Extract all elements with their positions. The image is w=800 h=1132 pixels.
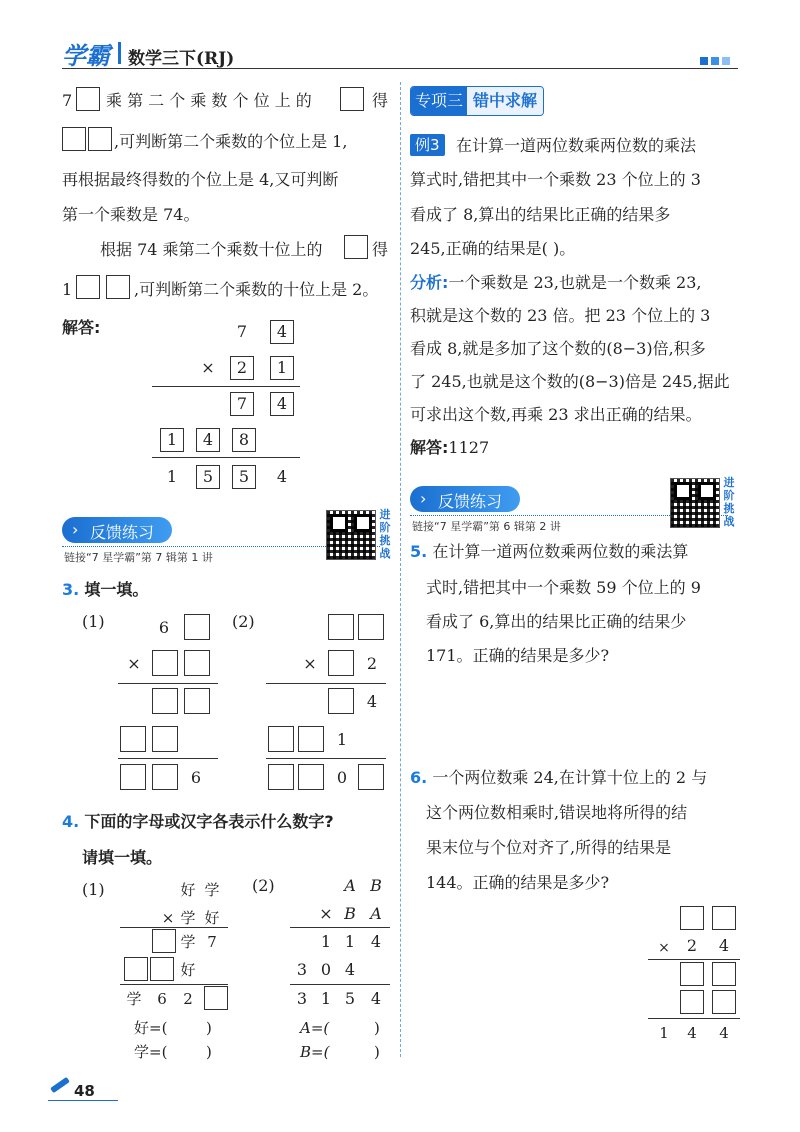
blank-box[interactable] (268, 726, 294, 752)
blank-box[interactable] (340, 87, 364, 111)
digit: 7 (236, 322, 248, 341)
intro-text: 根据 74 乘第二个乘数十位上的 (100, 240, 323, 259)
special-topic-banner: 专项三 错中求解 (410, 86, 544, 116)
column-separator (400, 82, 401, 1057)
question-6-text: 这个两位数相乘时,错误地将所得的结 (426, 803, 688, 822)
qr-code-icon[interactable] (326, 510, 376, 560)
digit: 4 (276, 467, 288, 486)
blank-box[interactable] (328, 650, 354, 676)
qr-code-icon[interactable] (670, 478, 720, 528)
blank-box[interactable] (680, 990, 704, 1014)
blank-box[interactable] (298, 726, 324, 752)
question-3-title: 3. 填一填。 (62, 580, 149, 599)
advanced-challenge-tag: 进 阶 挑 战 (723, 476, 735, 528)
digit: 1 (166, 467, 178, 486)
blank-box[interactable] (184, 650, 210, 676)
intro-text: 乘 第 二 个 乘 数 个 位 上 的 (106, 91, 312, 110)
filled-box: 4 (270, 392, 294, 416)
analysis-text: 看成 8,就是多加了这个数的(8−3)倍,积多 (410, 339, 706, 358)
intro-text: 得 (372, 240, 389, 259)
blank-box[interactable] (106, 275, 130, 299)
blank-box[interactable] (184, 688, 210, 714)
question-6: 6. 一个两位数乘 24,在计算十位上的 2 与 (410, 768, 708, 787)
question-4-subtitle: 请填一填。 (82, 848, 163, 867)
filled-box: 5 (232, 465, 256, 489)
intro-digit: 7 (62, 91, 73, 110)
question-4-title: 4. 下面的字母或汉字各表示什么数字? (62, 812, 334, 831)
answer-label: 解答: (62, 318, 101, 337)
header-dots (700, 50, 730, 69)
filled-box: 7 (230, 392, 254, 416)
feedback-banner: › 反馈练习 (62, 517, 172, 543)
question-6-text: 144。正确的结果是多少? (426, 873, 610, 892)
example-text: 245,正确的结果是( )。 (410, 239, 576, 258)
filled-box: 8 (232, 428, 256, 452)
blank-box[interactable] (712, 990, 736, 1014)
filled-box: 1 (160, 428, 184, 452)
logo: 学霸 (62, 42, 110, 70)
feedback-link-text: 链接“7 星学霸”第 7 辑第 1 讲 (64, 551, 213, 564)
blank-box[interactable] (358, 614, 384, 640)
intro-text: ,可判断第二个乘数的十位上是 2。 (134, 280, 379, 299)
page-number: 48 (74, 1082, 95, 1100)
blank-box[interactable] (204, 986, 228, 1010)
blank-box[interactable] (152, 726, 178, 752)
filled-box: 1 (270, 356, 294, 380)
intro-digit: 1 (62, 280, 73, 299)
analysis-text: 积就是这个数的 23 倍。把 23 个位上的 3 (410, 306, 711, 325)
question-5-text: 看成了 6,算出的结果比正确的结果少 (426, 612, 687, 631)
intro-text: 再根据最终得数的个位上是 4,又可判断 (62, 170, 339, 189)
blank-box[interactable] (328, 614, 354, 640)
blank-box[interactable] (62, 127, 86, 151)
analysis-text: 了 245,也就是这个数的(8−3)倍是 245,据此 (410, 372, 730, 391)
example-text: 算式时,错把其中一个乘数 23 个位上的 3 (410, 170, 701, 189)
header-rule (62, 68, 738, 69)
blank-box[interactable] (88, 127, 112, 151)
footer-rule (48, 1100, 118, 1101)
blank-box[interactable] (152, 650, 178, 676)
blank-box[interactable] (152, 688, 178, 714)
blank-box[interactable] (344, 235, 368, 259)
analysis-paragraph: 分析:一个乘数是 23,也就是一个数乘 23, (410, 273, 702, 292)
blank-box[interactable] (184, 614, 210, 640)
example-answer: 解答:1127 (410, 438, 490, 457)
intro-text: ,可判断第二个乘数的个位上是 1, (114, 132, 348, 151)
question-6-text: 果末位与个位对齐了,所得的结果是 (426, 838, 672, 857)
question-5: 5. 在计算一道两位数乘两位数的乘法算 (410, 542, 689, 561)
filled-box: 4 (196, 428, 220, 452)
analysis-text: 可求出这个数,再乘 23 求出正确的结果。 (410, 405, 702, 424)
blank-box[interactable] (712, 906, 736, 930)
intro-text: 第一个乘数是 74。 (62, 205, 200, 224)
blank-box[interactable] (76, 275, 100, 299)
blank-box[interactable] (680, 962, 704, 986)
feedback-link-text: 链接“7 星学霸”第 6 辑第 2 讲 (412, 520, 561, 533)
blank-box[interactable] (328, 688, 354, 714)
example-text: 在计算一道两位数乘两位数的乘法 (456, 136, 697, 155)
blank-box[interactable] (76, 87, 100, 111)
advanced-challenge-tag: 进 阶 挑 战 (379, 508, 391, 560)
calc-rule (152, 457, 300, 458)
blank-box[interactable] (124, 957, 148, 981)
blank-box[interactable] (712, 962, 736, 986)
blank-box[interactable] (152, 929, 176, 953)
blank-box[interactable] (120, 764, 146, 790)
intro-text: 得 (372, 91, 389, 110)
example-tag: 例3 (410, 134, 445, 156)
blank-box[interactable] (298, 764, 324, 790)
blank-box[interactable] (152, 764, 178, 790)
feedback-banner: › 反馈练习 (410, 486, 520, 512)
question-5-text: 171。正确的结果是多少? (426, 646, 610, 665)
header-subject: 数学三下(RJ) (128, 49, 235, 69)
blank-box[interactable] (358, 764, 384, 790)
filled-box: 2 (230, 356, 254, 380)
logo-divider (118, 42, 121, 64)
filled-box: 5 (196, 465, 220, 489)
blank-box[interactable] (120, 726, 146, 752)
calc-rule (152, 386, 300, 387)
times-sign: × (201, 358, 215, 377)
pencil-icon (50, 1077, 70, 1093)
blank-box[interactable] (150, 957, 174, 981)
question-5-text: 式时,错把其中一个乘数 59 个位上的 9 (426, 578, 701, 597)
blank-box[interactable] (680, 906, 704, 930)
example-text: 看成了 8,算出的结果比正确的结果多 (410, 205, 671, 224)
filled-box: 4 (270, 320, 294, 344)
blank-box[interactable] (268, 764, 294, 790)
header (0, 0, 800, 72)
